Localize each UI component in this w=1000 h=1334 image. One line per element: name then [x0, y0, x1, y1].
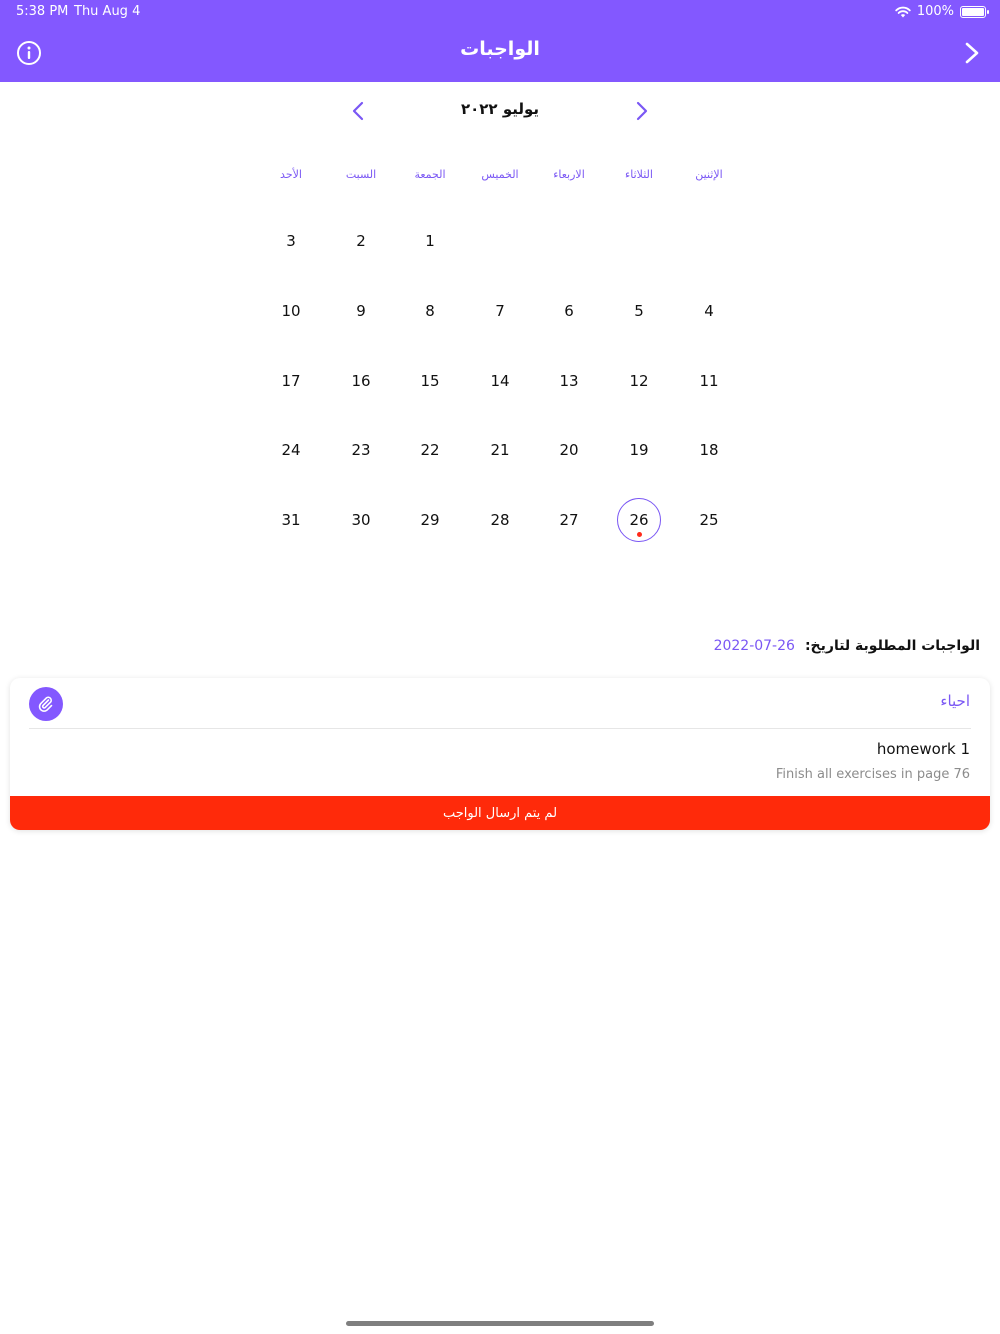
calendar-day[interactable]: 5 [634, 302, 644, 320]
status-time: 5:38 PM [16, 4, 69, 19]
homework-description: Finish all exercises in page 76 [775, 767, 970, 782]
status-indicators [895, 4, 986, 19]
calendar-day[interactable]: 24 [281, 441, 301, 459]
weekday-label: الثلاثاء [625, 168, 653, 181]
calendar-day[interactable]: 13 [559, 372, 579, 390]
month-selector [0, 96, 1000, 126]
weekday-label: الاربعاء [553, 168, 585, 181]
calendar-day[interactable]: 19 [629, 441, 649, 459]
header [0, 0, 1000, 82]
due-date-value: 2022-07-26 [713, 638, 795, 654]
calendar-day[interactable]: 8 [425, 302, 435, 320]
subject-label: احياء [940, 692, 970, 710]
homework-marker-dot [637, 532, 642, 537]
calendar-day[interactable]: 4 [704, 302, 714, 320]
calendar-day[interactable]: 10 [281, 302, 301, 320]
calendar-day[interactable]: 20 [559, 441, 579, 459]
wifi-icon [895, 6, 911, 18]
calendar-day[interactable]: 27 [559, 511, 579, 529]
calendar-day[interactable]: 16 [351, 372, 371, 390]
calendar-day[interactable]: 29 [420, 511, 440, 529]
calendar-day[interactable]: 22 [420, 441, 440, 459]
status-date: Thu Aug 4 [74, 4, 141, 19]
weekday-label: الأحد [280, 168, 302, 181]
page-title: الواجبات [460, 38, 540, 60]
calendar-day[interactable]: 21 [490, 441, 510, 459]
month-label: يوليو ٢٠٢٢ [460, 100, 540, 118]
calendar-day[interactable]: 25 [699, 511, 719, 529]
due-date-label: الواجبات المطلوبة لتاريخ: [804, 638, 980, 654]
calendar-day[interactable]: 9 [356, 302, 366, 320]
calendar-day[interactable]: 15 [420, 372, 440, 390]
submission-status-label: لم يتم ارسال الواجب [442, 805, 558, 821]
divider [29, 728, 971, 729]
calendar-day[interactable]: 17 [281, 372, 301, 390]
calendar-day[interactable]: 14 [490, 372, 510, 390]
calendar-day[interactable]: 3 [286, 232, 296, 250]
calendar-day[interactable]: 31 [281, 511, 301, 529]
weekday-header [0, 168, 1000, 188]
weekday-label: الخميس [481, 168, 519, 181]
weekday-label: السبت [345, 168, 377, 181]
calendar-day[interactable]: 1 [425, 232, 435, 250]
homework-title: homework 1 [876, 740, 970, 758]
due-date-row [714, 638, 980, 654]
chevron-right-icon[interactable] [962, 40, 982, 66]
battery-icon [960, 6, 986, 18]
calendar-day[interactable]: 7 [495, 302, 505, 320]
calendar-day[interactable]: 30 [351, 511, 371, 529]
calendar-day[interactable]: 18 [699, 441, 719, 459]
homework-card[interactable] [10, 678, 990, 830]
calendar-day[interactable]: 2 [356, 232, 366, 250]
chevron-right-icon[interactable] [632, 98, 652, 124]
weekday-label: الجمعة [414, 168, 446, 181]
calendar-day[interactable]: 6 [564, 302, 574, 320]
home-indicator [346, 1321, 654, 1326]
chevron-left-icon[interactable] [348, 98, 368, 124]
calendar-day[interactable]: 12 [629, 372, 649, 390]
attach-button[interactable] [29, 687, 63, 721]
weekday-label: الإثنين [695, 168, 723, 181]
battery-percent: 100% [916, 4, 954, 19]
calendar-day[interactable]: 28 [490, 511, 510, 529]
submission-status-bar [10, 796, 990, 830]
calendar-day[interactable]: 11 [699, 372, 719, 390]
paperclip-icon [37, 695, 55, 713]
calendar-day-selected[interactable]: 26 [617, 498, 661, 542]
calendar-day[interactable]: 23 [351, 441, 371, 459]
